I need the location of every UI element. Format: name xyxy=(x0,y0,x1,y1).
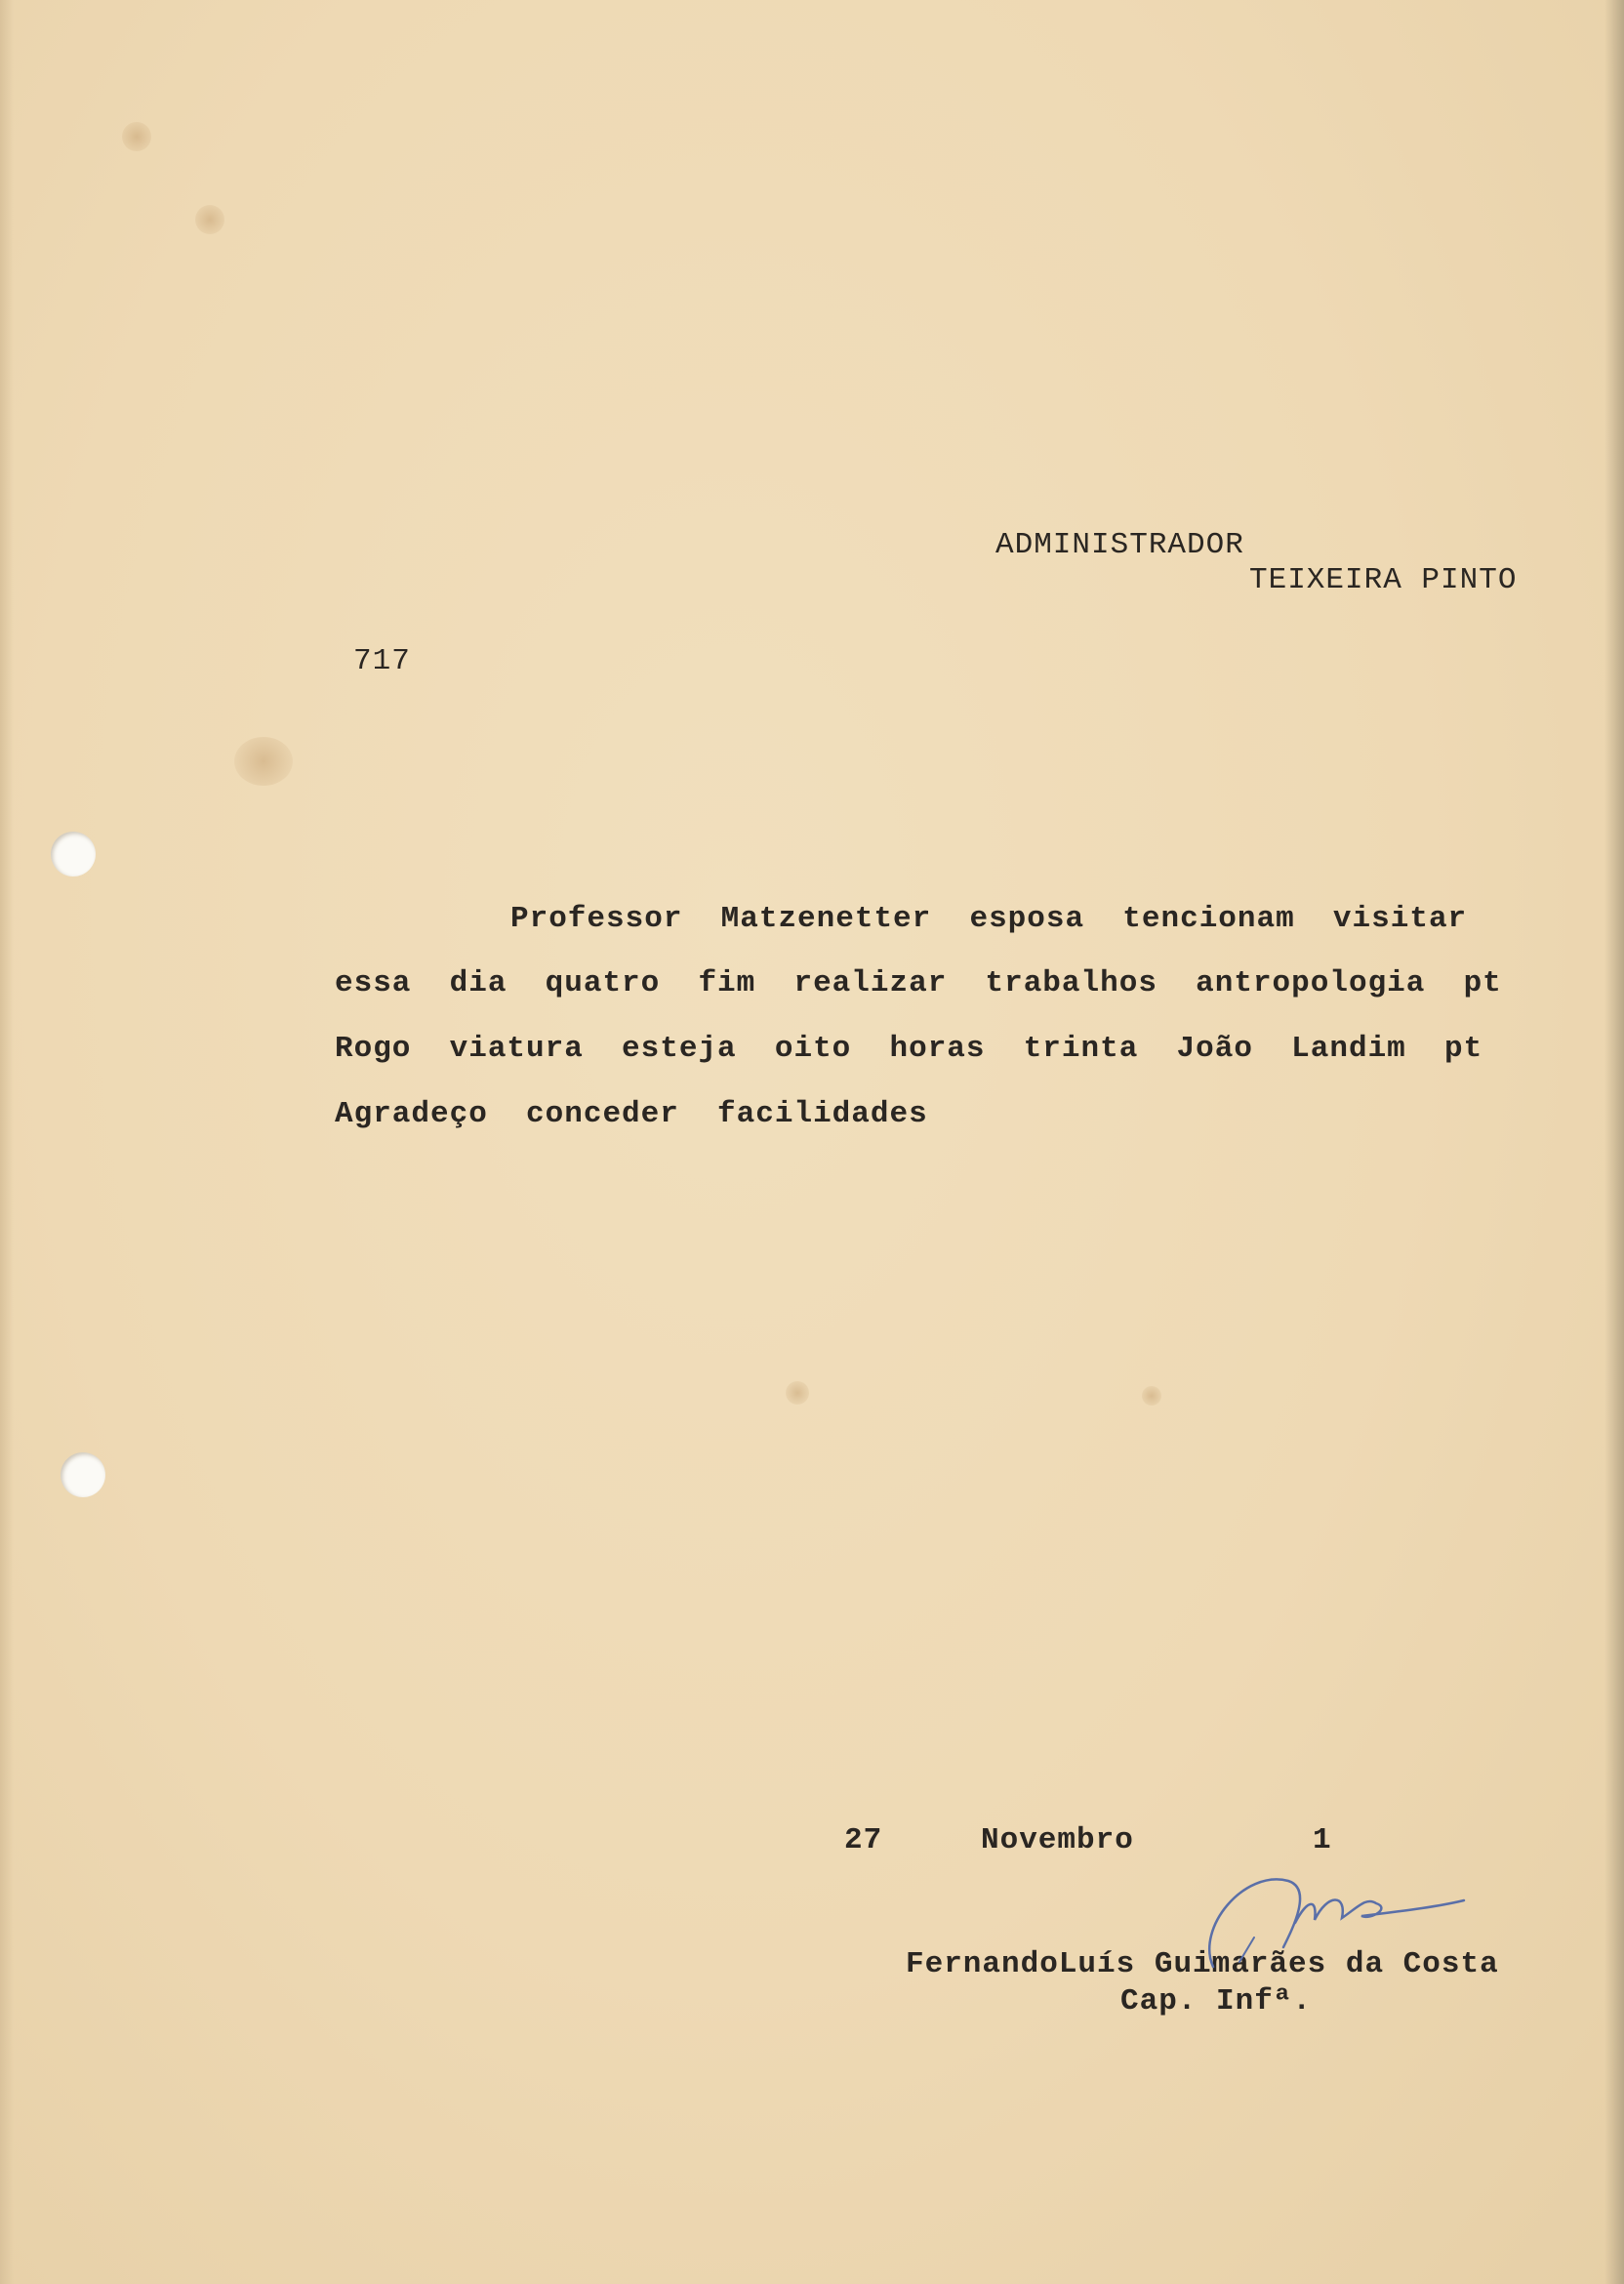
handwritten-signature xyxy=(1186,1859,1479,1986)
date-day: 27 xyxy=(844,1823,883,1857)
date-year: 1 xyxy=(1313,1823,1332,1857)
signatory-name: FernandoLuís Guimarães da Costa xyxy=(906,1947,1499,1981)
message-line: Professor Matzenetter esposa tencionam visitar xyxy=(510,902,1468,936)
stain-spot xyxy=(122,122,151,151)
addressee-line-2: TEIXEIRA PINTO xyxy=(1249,563,1518,597)
stain-spot xyxy=(786,1381,809,1405)
reference-number: 717 xyxy=(353,644,411,678)
punch-hole-bottom xyxy=(61,1452,105,1497)
message-line: Agradeço conceder facilidades xyxy=(335,1097,928,1131)
stain-spot xyxy=(195,205,224,234)
addressee-line-1: ADMINISTRADOR xyxy=(995,528,1244,562)
signatory-rank: Cap. Infª. xyxy=(1120,1984,1313,2019)
stain-spot xyxy=(1142,1386,1161,1406)
message-line: Rogo viatura esteja oito horas trinta João Landim pt xyxy=(335,1032,1483,1066)
stain-spot xyxy=(234,737,293,786)
paper-edge-left xyxy=(0,0,14,2284)
paper-edge-right xyxy=(1604,0,1624,2284)
message-line: essa dia quatro fim realizar trabalhos antropologia pt xyxy=(335,966,1502,1000)
punch-hole-top xyxy=(51,832,96,877)
date-month: Novembro xyxy=(981,1823,1134,1857)
